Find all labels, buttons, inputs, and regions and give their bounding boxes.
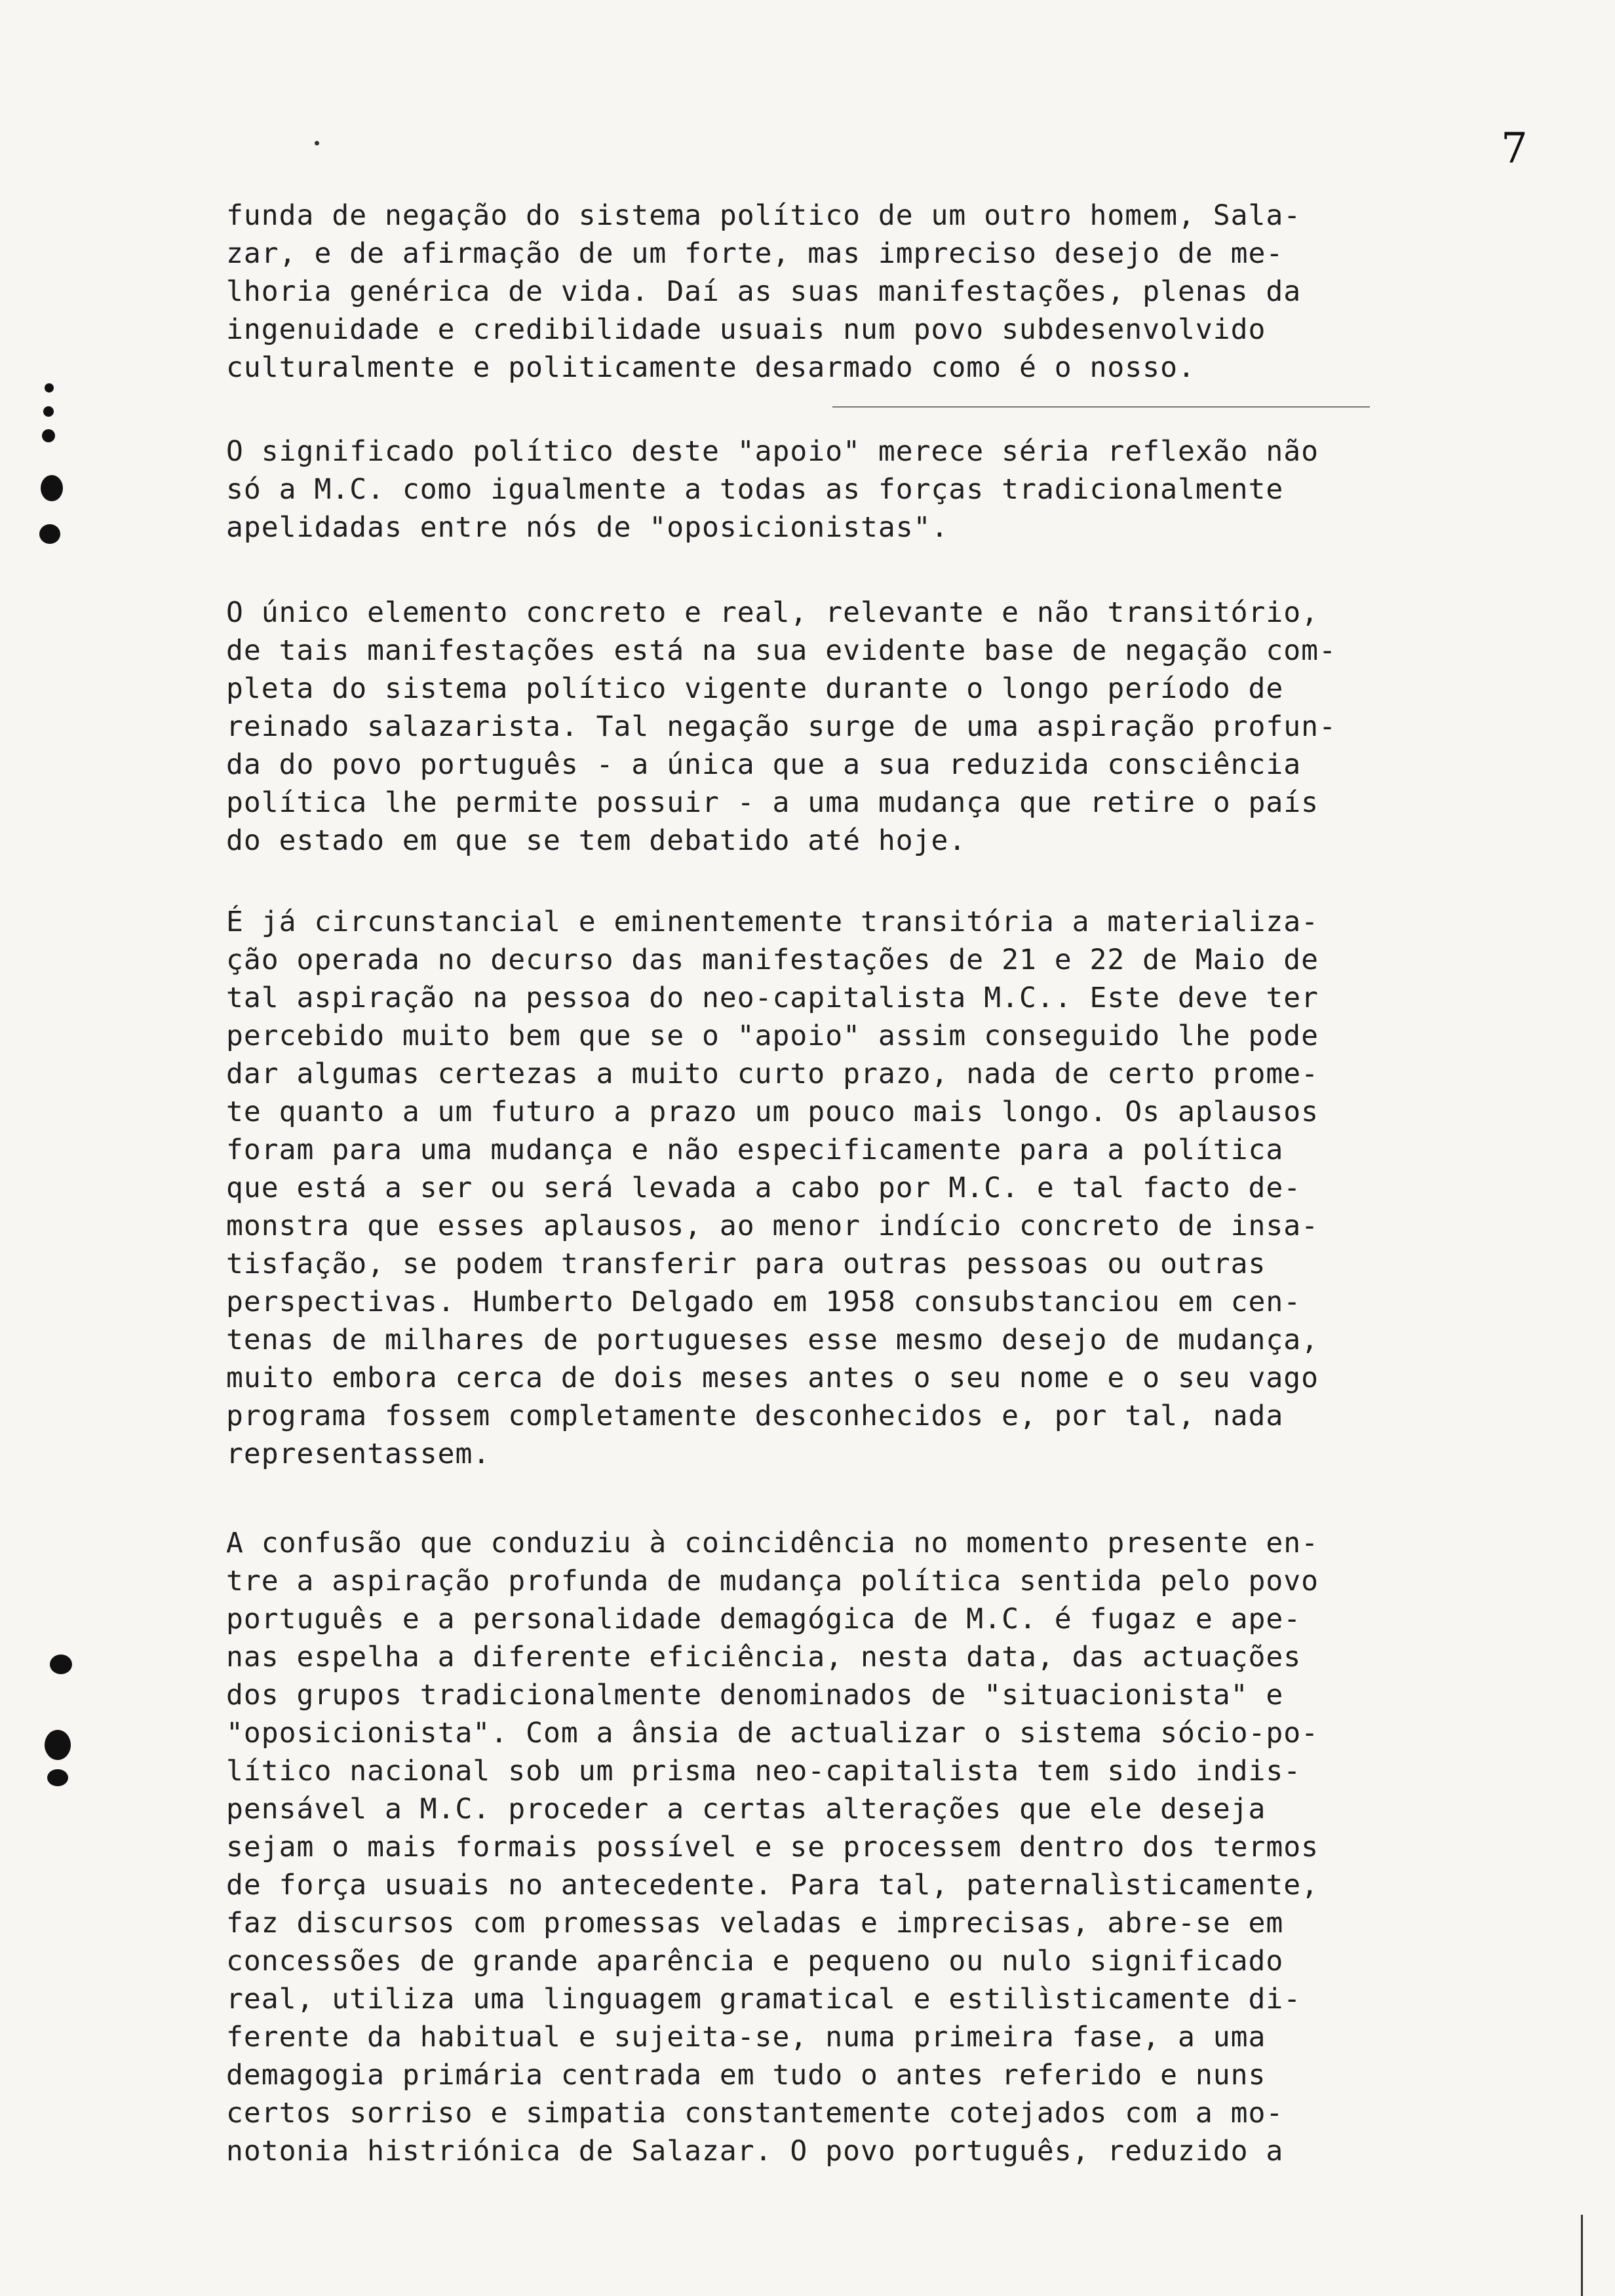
- document-body: [226, 197, 1530, 2170]
- text-line: que está a ser ou será levada a cabo por M.C. e tal facto de-: [226, 1172, 1302, 1204]
- text-line: notonia histriónica de Salazar. O povo português, reduzido a: [226, 2135, 1284, 2168]
- paragraph-1: [226, 197, 1530, 387]
- text-line: percebido muito bem que se o "apoio" assim conseguido lhe pode: [226, 1020, 1319, 1052]
- text-line: tisfação, se podem transferir para outras pessoas ou outras: [226, 1248, 1266, 1280]
- text-line: tenas de milhares de portugueses esse mesmo desejo de mudança,: [226, 1324, 1319, 1356]
- paragraph-2: [226, 432, 1530, 546]
- text-line: É já circunstancial e eminentemente transitória a materializa-: [226, 906, 1319, 938]
- text-line: O significado político deste "apoio" merece séria reflexão não: [226, 435, 1319, 468]
- text-line: culturalmente e politicamente desarmado como é o nosso.: [226, 351, 1196, 384]
- text-line: sejam o mais formais possível e se processem dentro dos termos: [226, 1831, 1319, 1864]
- text-line: real, utiliza uma linguagem gramatical e estilìsticamente di-: [226, 1983, 1302, 2016]
- text-line: de tais manifestações está na sua evidente base de negação com-: [226, 634, 1336, 667]
- text-line: dos grupos tradicionalmente denominados de "situacionista" e: [226, 1679, 1284, 1712]
- text-line: O único elemento concreto e real, relevante e não transitório,: [226, 596, 1319, 629]
- text-line: representassem.: [226, 1438, 491, 1470]
- text-line: nas espelha a diferente eficiência, nesta data, das actuações: [226, 1641, 1302, 1674]
- text-line: pensável a M.C. proceder a certas alterações que ele deseja: [226, 1793, 1266, 1826]
- text-line: perspectivas. Humberto Delgado em 1958 consubstanciou em cen-: [226, 1286, 1302, 1318]
- text-line: ção operada no decurso das manifestações de 21 e 22 de Maio de: [226, 944, 1319, 976]
- text-line: foram para uma mudança e não especificamente para a política: [226, 1134, 1284, 1166]
- text-line: de força usuais no antecedente. Para tal, paternalìsticamente,: [226, 1869, 1319, 1902]
- text-line: funda de negação do sistema político de um outro homem, Sala-: [226, 199, 1302, 232]
- paragraph-5: [226, 1524, 1530, 2170]
- binder-hole-1: [45, 383, 54, 392]
- text-line: lhoria genérica de vida. Daí as suas manifestações, plenas da: [226, 275, 1302, 308]
- text-line: dar algumas certezas a muito curto prazo, nada de certo prome-: [226, 1058, 1319, 1090]
- binder-hole-7: [45, 1730, 71, 1760]
- text-line: zar, e de afirmação de um forte, mas impreciso desejo de me-: [226, 237, 1284, 270]
- binder-hole-3: [42, 429, 55, 442]
- text-line: "oposicionista". Com a ânsia de actualizar o sistema sócio-po-: [226, 1717, 1319, 1750]
- binder-hole-8: [47, 1769, 68, 1786]
- text-line: demagogia primária centrada em tudo o antes referido e nuns: [226, 2059, 1266, 2092]
- text-line: A confusão que conduziu à coincidência no momento presente en-: [226, 1527, 1319, 1559]
- text-line: ingenuidade e credibilidade usuais num povo subdesenvolvido: [226, 313, 1266, 346]
- text-line: concessões de grande aparência e pequeno ou nulo significado: [226, 1945, 1284, 1978]
- text-line: muito embora cerca de dois meses antes o seu nome e o seu vago: [226, 1362, 1319, 1394]
- text-line: política lhe permite possuir - a uma mudança que retire o país: [226, 786, 1319, 819]
- text-line: ferente da habitual e sujeita-se, numa primeira fase, a uma: [226, 2021, 1266, 2054]
- text-line: programa fossem completamente desconhecidos e, por tal, nada: [226, 1400, 1284, 1432]
- text-line: pleta do sistema político vigente durante o longo período de: [226, 672, 1284, 705]
- text-line: do estado em que se tem debatido até hoje.: [226, 824, 967, 857]
- binder-hole-2: [43, 406, 54, 417]
- text-line: apelidadas entre nós de "oposicionistas".: [226, 511, 949, 544]
- binder-hole-5: [39, 524, 60, 544]
- text-line: te quanto a um futuro a prazo um pouco mais longo. Os aplausos: [226, 1096, 1319, 1128]
- text-line: tre a aspiração profunda de mudança política sentida pelo povo: [226, 1565, 1319, 1598]
- text-line: certos sorriso e simpatia constantemente cotejados com a mo-: [226, 2097, 1284, 2130]
- right-edge-line: [1581, 2215, 1583, 2296]
- paragraph-4: [226, 903, 1530, 1473]
- text-line: tal aspiração na pessoa do neo-capitalista M.C.. Este deve ter: [226, 982, 1319, 1014]
- paragraph-3: [226, 594, 1530, 860]
- speck-mark: [315, 141, 319, 145]
- text-line: lítico nacional sob um prisma neo-capitalista tem sido indis-: [226, 1755, 1302, 1788]
- page-number: 7: [1501, 124, 1528, 173]
- text-line: reinado salazarista. Tal negação surge de uma aspiração profun-: [226, 710, 1336, 743]
- binder-hole-4: [41, 475, 63, 501]
- text-line: só a M.C. como igualmente a todas as forças tradicionalmente: [226, 473, 1284, 506]
- binder-hole-6: [50, 1655, 72, 1674]
- text-line: faz discursos com promessas veladas e imprecisas, abre-se em: [226, 1907, 1284, 1940]
- text-line: português e a personalidade demagógica de M.C. é fugaz e ape-: [226, 1603, 1302, 1636]
- text-line: monstra que esses aplausos, ao menor indício concreto de insa-: [226, 1210, 1319, 1242]
- text-line: da do povo português - a única que a sua reduzida consciência: [226, 748, 1302, 781]
